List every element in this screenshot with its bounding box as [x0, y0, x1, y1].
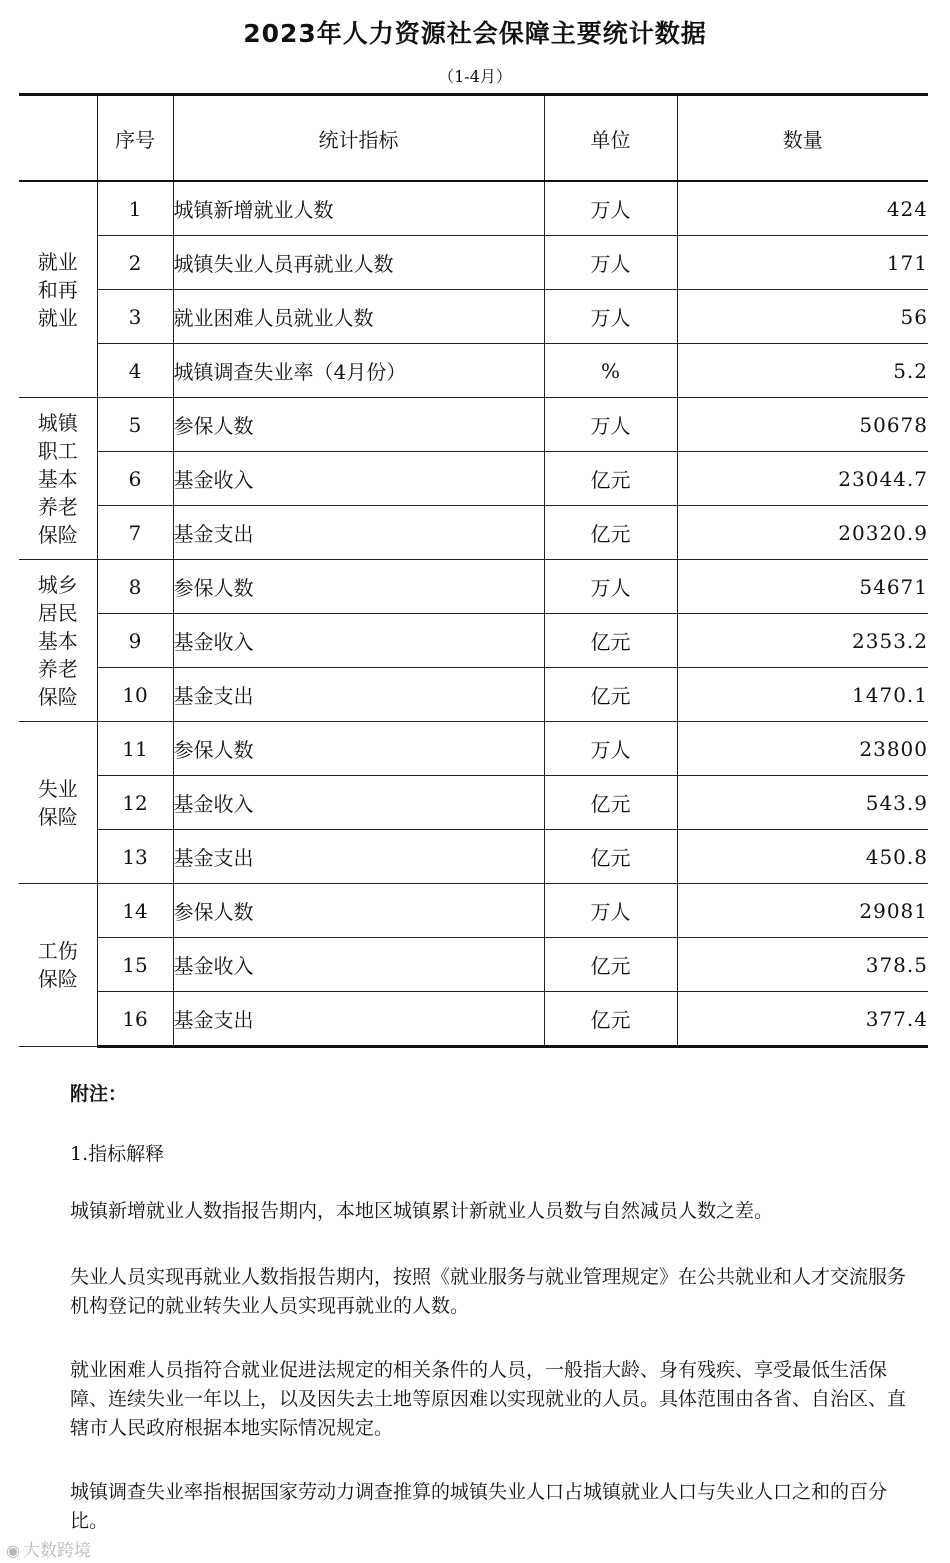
value-cell: 23044.7 — [677, 452, 928, 506]
unit-cell: 万人 — [544, 560, 677, 614]
notes-section-title: 1.指标解释 — [70, 1143, 165, 1165]
value-cell: 23800 — [677, 722, 928, 776]
group-label-line: 工伤 — [37, 939, 78, 963]
table-row — [19, 884, 928, 938]
row-number: 15 — [97, 938, 173, 992]
indicator-name: 基金支出 — [173, 668, 544, 722]
note-paragraph: 失业人员实现再就业人数指报告期内，按照《就业服务与就业管理规定》在公共就业和人才交流服务机构登记的就业转失业人员实现再就业的人数。 — [70, 1266, 907, 1317]
value-cell: 378.5 — [677, 938, 928, 992]
group-label-line: 保险 — [37, 684, 78, 709]
column-header: 统计指标 — [173, 95, 544, 182]
unit-cell: 万人 — [544, 290, 677, 344]
row-number: 7 — [97, 506, 173, 560]
column-header: 序号 — [97, 95, 173, 182]
unit-cell: % — [544, 344, 677, 398]
group-label — [19, 884, 97, 1047]
note-paragraph: 就业困难人员指符合就业促进法规定的相关条件的人员，一般指大龄、身有残疾、享受最低生活保障、连续失业一年以上，以及因失去土地等原因难以实现就业的人员。具体范围由各省、自治区、直辖市人民政府根据本地实际情况规定。 — [70, 1359, 907, 1439]
column-header — [19, 95, 97, 182]
group-label-line: 养老 — [37, 494, 78, 519]
indicator-name: 就业困难人员就业人数 — [173, 290, 544, 344]
table-row — [19, 344, 928, 398]
value-cell: 1470.1 — [677, 668, 928, 722]
indicator-name: 基金收入 — [173, 938, 544, 992]
indicator-name: 参保人数 — [173, 560, 544, 614]
unit-cell: 亿元 — [544, 668, 677, 722]
indicator-name: 城镇失业人员再就业人数 — [173, 236, 544, 290]
unit-cell: 亿元 — [544, 452, 677, 506]
value-cell: 56 — [677, 290, 928, 344]
group-label — [19, 398, 97, 560]
group-label-line: 保险 — [37, 522, 78, 547]
row-number: 12 — [97, 776, 173, 830]
group-label-line: 养老 — [37, 656, 78, 681]
value-cell: 171 — [677, 236, 928, 290]
group-label-line: 就业 — [37, 249, 78, 274]
row-number: 13 — [97, 830, 173, 884]
table-row — [19, 830, 928, 884]
indicator-name: 基金支出 — [173, 992, 544, 1047]
watermark — [6, 1536, 91, 1561]
unit-cell: 万人 — [544, 722, 677, 776]
table-row — [19, 668, 928, 722]
document-title: 2023年人力资源社会保障主要统计数据 — [243, 19, 707, 48]
unit-cell: 亿元 — [544, 992, 677, 1047]
value-cell: 50678 — [677, 398, 928, 452]
unit-cell: 万人 — [544, 884, 677, 938]
group-label — [19, 560, 97, 722]
indicator-name: 城镇新增就业人数 — [173, 181, 544, 236]
note-paragraph: 城镇调查失业率指根据国家劳动力调查推算的城镇失业人口占城镇就业人口与失业人口之和的百分比。 — [70, 1481, 888, 1532]
value-cell: 2353.2 — [677, 614, 928, 668]
group-label — [19, 722, 97, 884]
group-label-line: 基本 — [37, 466, 78, 491]
unit-cell: 亿元 — [544, 938, 677, 992]
table-row — [19, 722, 928, 776]
row-number: 11 — [97, 722, 173, 776]
value-cell: 424 — [677, 181, 928, 236]
table-row — [19, 290, 928, 344]
value-cell: 543.9 — [677, 776, 928, 830]
row-number: 9 — [97, 614, 173, 668]
table-row — [19, 398, 928, 452]
value-cell: 5.2 — [677, 344, 928, 398]
indicator-name: 基金支出 — [173, 506, 544, 560]
unit-cell: 亿元 — [544, 506, 677, 560]
table-row — [19, 452, 928, 506]
indicator-name: 基金收入 — [173, 776, 544, 830]
table-header-row — [19, 95, 928, 182]
group-label-line: 保险 — [37, 804, 78, 829]
value-cell: 377.4 — [677, 992, 928, 1047]
table-row — [19, 938, 928, 992]
column-header: 单位 — [544, 95, 677, 182]
value-cell: 29081 — [677, 884, 928, 938]
group-label-line: 城镇 — [37, 410, 78, 435]
unit-cell: 万人 — [544, 398, 677, 452]
group-label-line: 居民 — [37, 600, 78, 625]
value-cell: 20320.9 — [677, 506, 928, 560]
row-number: 2 — [97, 236, 173, 290]
table-row — [19, 181, 928, 236]
row-number: 1 — [97, 181, 173, 236]
group-label-line: 和再 — [37, 277, 78, 302]
indicator-name: 基金收入 — [173, 614, 544, 668]
group-label-line: 基本 — [37, 628, 78, 653]
row-number: 3 — [97, 290, 173, 344]
group-label-line: 职工 — [37, 438, 78, 463]
unit-cell: 亿元 — [544, 614, 677, 668]
table-row — [19, 614, 928, 668]
document-subtitle: （1-4月） — [438, 67, 512, 86]
value-cell: 450.8 — [677, 830, 928, 884]
column-header: 数量 — [677, 95, 928, 182]
note-paragraph: 城镇新增就业人数指报告期内，本地区城镇累计新就业人员数与自然减员人数之差。 — [70, 1200, 774, 1222]
weibo-logo-icon: ◉ — [6, 1541, 20, 1560]
row-number: 14 — [97, 884, 173, 938]
row-number: 6 — [97, 452, 173, 506]
row-number: 10 — [97, 668, 173, 722]
unit-cell: 亿元 — [544, 776, 677, 830]
notes-heading: 附注： — [70, 1083, 128, 1105]
indicator-name: 基金支出 — [173, 830, 544, 884]
group-label-line: 就业 — [37, 305, 78, 330]
table-row — [19, 236, 928, 290]
indicator-name: 参保人数 — [173, 722, 544, 776]
row-number: 16 — [97, 992, 173, 1047]
row-number: 4 — [97, 344, 173, 398]
unit-cell: 万人 — [544, 236, 677, 290]
unit-cell: 万人 — [544, 181, 677, 236]
table-row — [19, 560, 928, 614]
group-label-line: 保险 — [37, 967, 78, 991]
statistics-table — [19, 93, 928, 1048]
group-label-line: 城乡 — [37, 572, 78, 597]
indicator-name: 参保人数 — [173, 398, 544, 452]
table-row — [19, 992, 928, 1047]
group-label-line: 失业 — [37, 776, 78, 801]
row-number: 8 — [97, 560, 173, 614]
value-cell: 54671 — [677, 560, 928, 614]
table-row — [19, 506, 928, 560]
unit-cell: 亿元 — [544, 830, 677, 884]
indicator-name: 参保人数 — [173, 884, 544, 938]
watermark-text: 大数跨境 — [22, 1541, 91, 1561]
table-row — [19, 776, 928, 830]
row-number: 5 — [97, 398, 173, 452]
indicator-name: 基金收入 — [173, 452, 544, 506]
indicator-name: 城镇调查失业率（4月份） — [173, 344, 544, 398]
group-label — [19, 181, 97, 398]
